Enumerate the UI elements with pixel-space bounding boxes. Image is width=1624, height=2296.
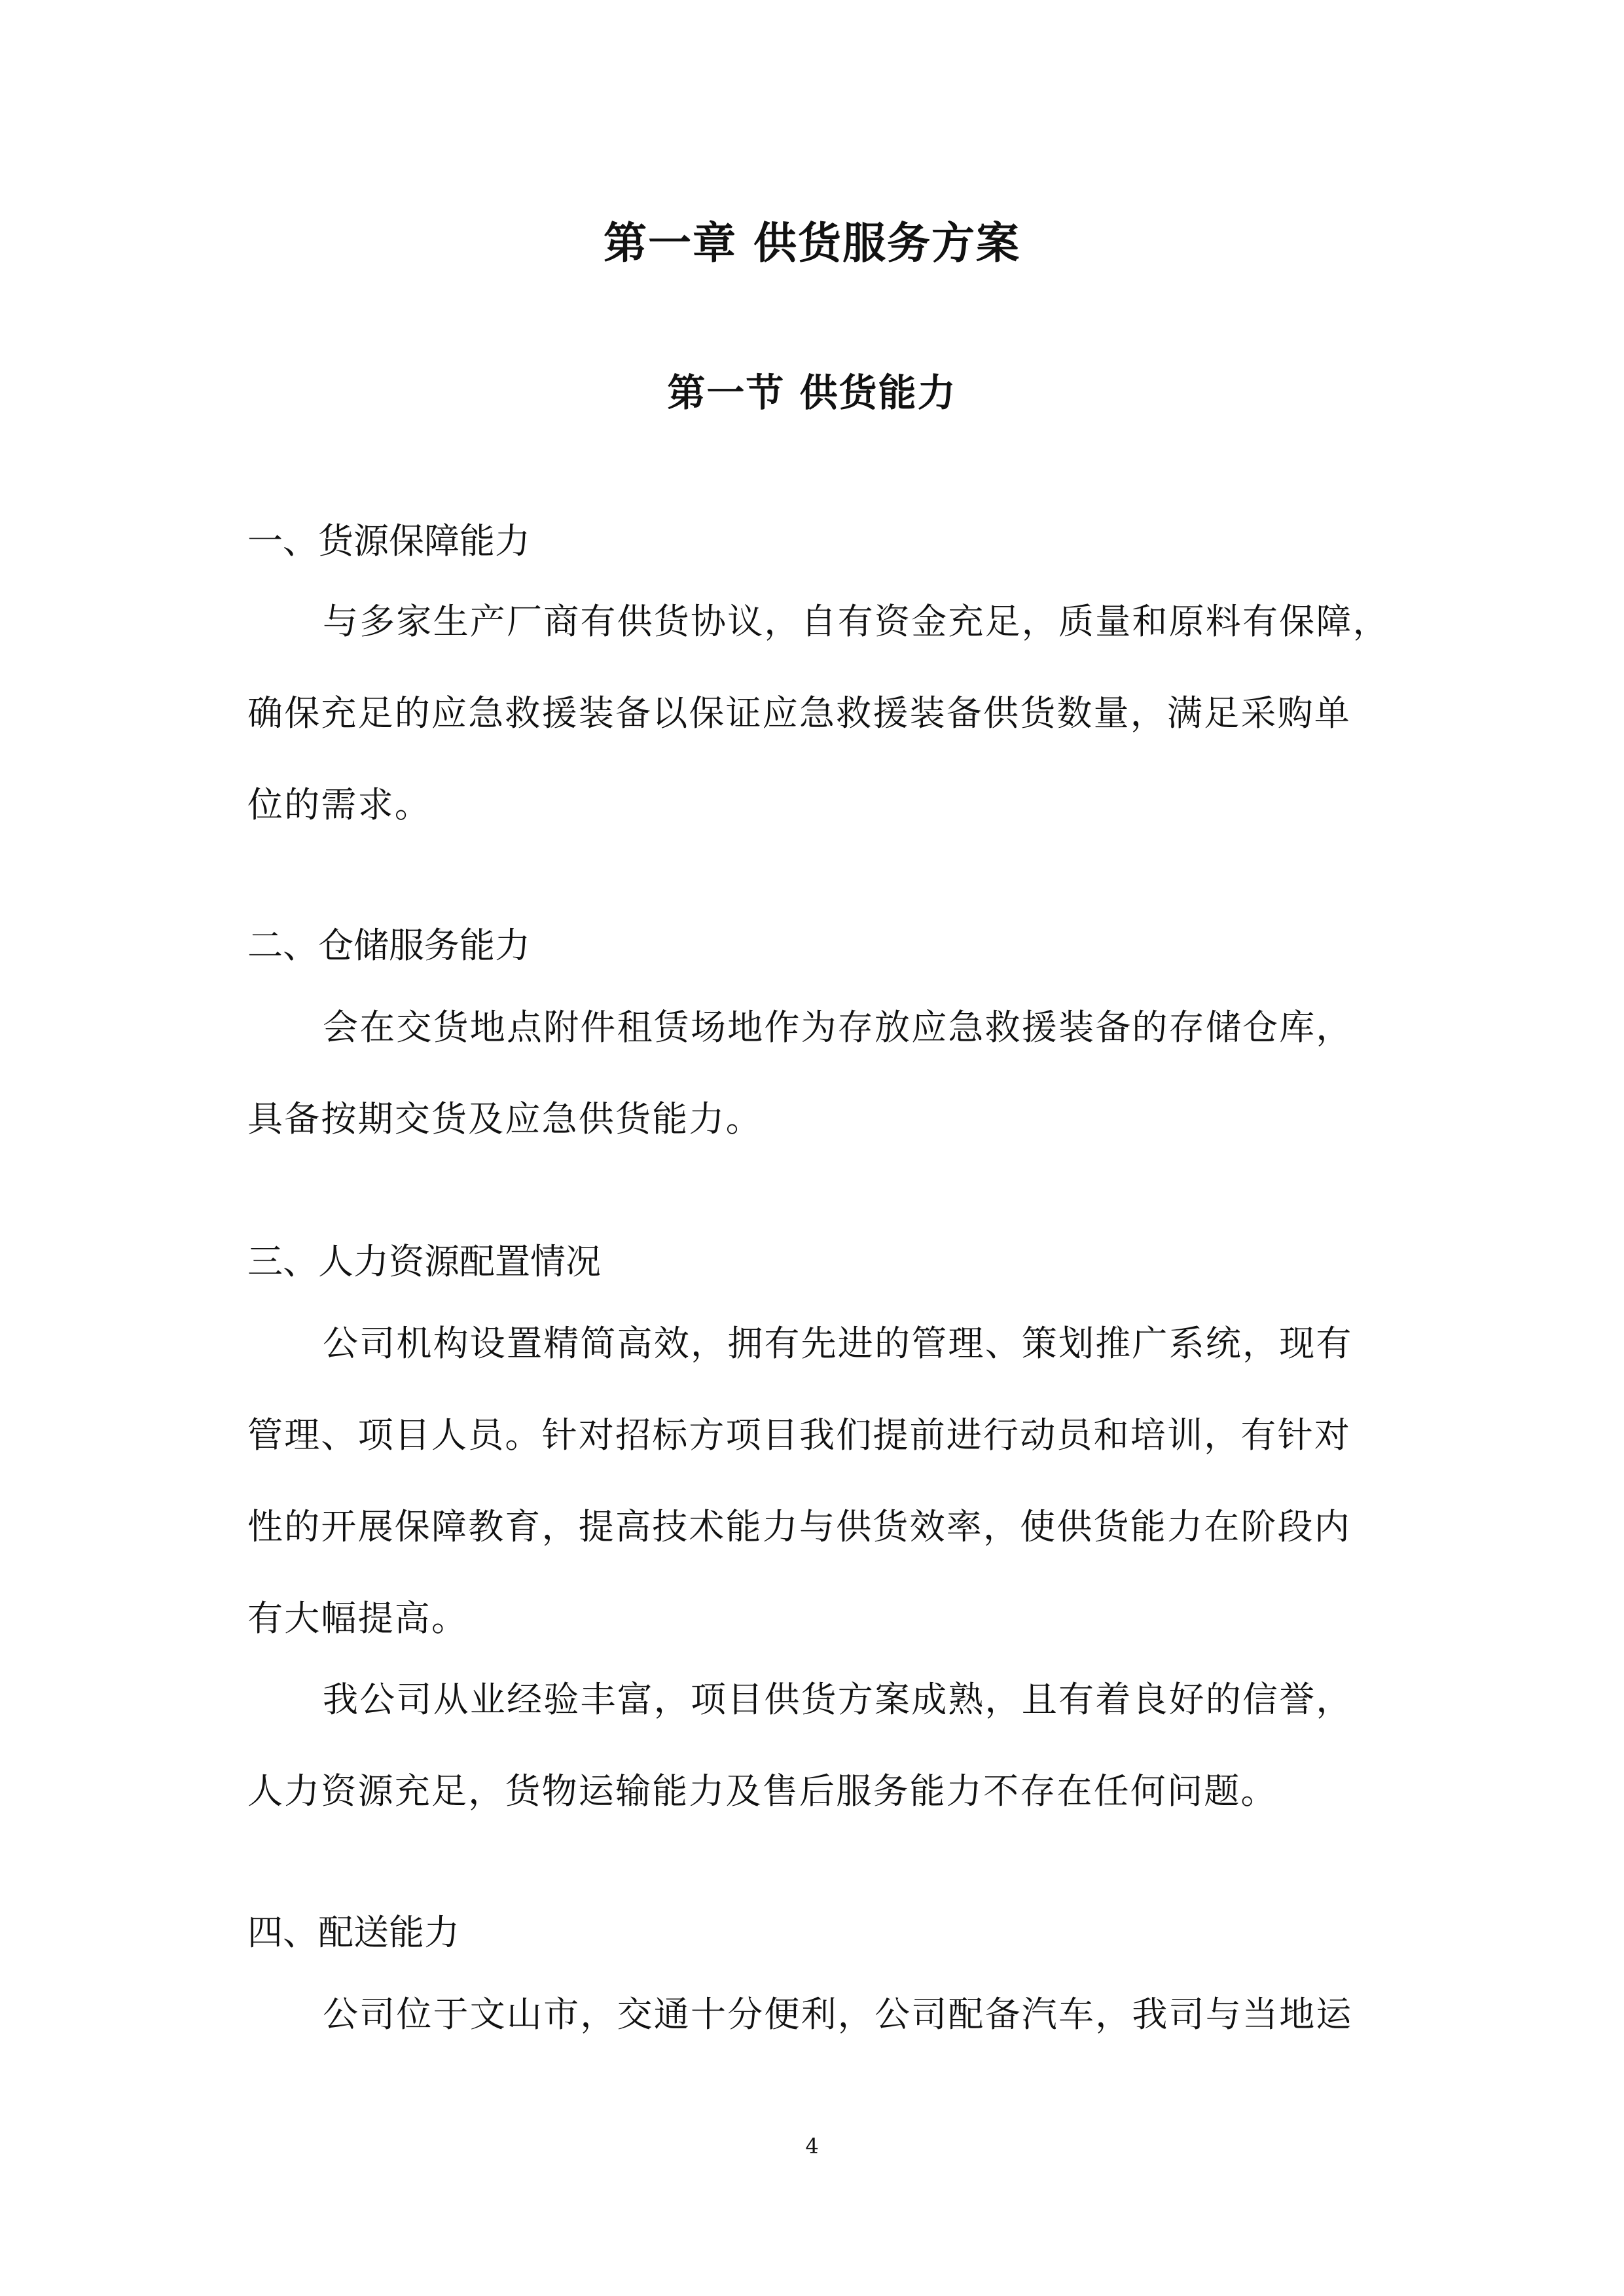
section-heading-3: 三、人力资源配置情况	[247, 1241, 601, 1282]
paragraph-line: 人力资源充足，货物运输能力及售后服务能力不存在任何问题。	[247, 1770, 1278, 1812]
paragraph-line: 公司机构设置精简高效，拥有先进的管理、策划推广系统，现有	[323, 1323, 1353, 1364]
section-title: 第一节 供货能力	[667, 370, 957, 415]
paragraph-line: 我公司从业经验丰富，项目供货方案成熟，且有着良好的信誉，	[323, 1679, 1353, 1720]
paragraph-line: 确保充足的应急救援装备以保证应急救援装备供货数量，满足采购单	[247, 692, 1351, 734]
section-heading-1: 一、货源保障能力	[247, 520, 530, 562]
paragraph-line: 与多家生产厂商有供货协议，自有资金充足，质量和原料有保障，	[323, 601, 1390, 642]
paragraph-line: 公司位于文山市，交通十分便利，公司配备汽车，我司与当地运	[323, 1994, 1353, 2035]
paragraph-3-2	[247, 1677, 1386, 1860]
paragraph-line: 会在交货地点附件租赁场地作为存放应急救援装备的存储仓库，	[323, 1007, 1353, 1048]
paragraph-3-1	[247, 1321, 1386, 1687]
paragraph-line: 有大幅提高。	[247, 1598, 469, 1639]
section-heading-2: 二、仓储服务能力	[247, 925, 530, 966]
paragraph-line: 管理、项目人员。针对招标方项目我们提前进行动员和培训，有针对	[247, 1414, 1351, 1456]
chapter-title: 第一章 供货服务方案	[604, 217, 1020, 268]
paragraph-2-1	[247, 1005, 1386, 1188]
paragraph-1-1	[247, 599, 1390, 874]
paragraph-line: 性的开展保障教育，提高技术能力与供货效率，使供货能力在阶段内	[247, 1506, 1351, 1547]
paragraph-line: 位的需求。	[247, 784, 431, 825]
section-heading-4: 四、配送能力	[247, 1912, 460, 1953]
paragraph-line: 具备按期交货及应急供货能力。	[247, 1098, 763, 1139]
page-number: 4	[805, 2134, 819, 2159]
paragraph-4-1	[247, 1992, 1386, 2083]
